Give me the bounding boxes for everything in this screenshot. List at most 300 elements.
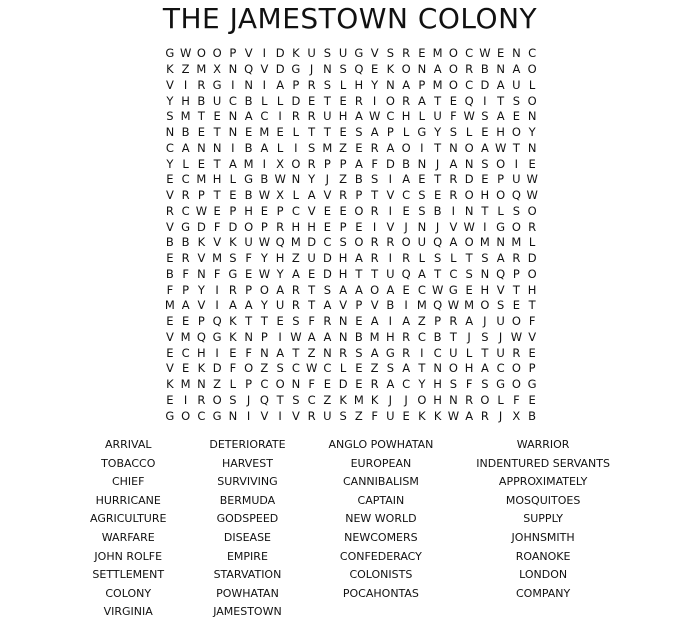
grid-letter: E [323,377,332,392]
grid-letter: A [276,77,285,92]
grid-letter: G [228,266,238,281]
grid-letter: E [402,203,410,218]
grid-letter: S [292,314,300,329]
grid-letter: K [197,361,206,376]
grid-letter: W [305,361,318,376]
grid-letter: N [338,329,348,344]
grid-letter: W [274,172,286,187]
grid-letter: E [244,125,253,140]
grid-letter: W [447,408,460,423]
grid-letter: B [181,125,190,140]
grid-letter: I [278,109,282,124]
grid-letter: P [260,329,268,344]
grid-letter: N [197,377,206,392]
grid-letter: S [229,251,237,266]
grid-letter: F [465,377,473,392]
word-column [209,436,285,622]
grid-letter: R [512,345,521,360]
grid-letter: V [370,298,379,313]
grid-letter: P [229,203,237,218]
grid-letter: Q [196,329,206,344]
grid-letter: W [494,140,507,155]
grid-letter: Y [197,282,205,297]
grid-letter: W [195,203,208,218]
grid-row [162,141,540,157]
grid-letter: D [228,219,238,234]
grid-letter: E [260,203,269,218]
grid-letter: A [354,282,363,297]
grid-letter: A [354,156,363,171]
grid-letter: T [323,93,331,108]
grid-letter: O [496,156,506,171]
grid-letter: A [449,235,458,250]
grid-letter: I [388,203,393,218]
grid-letter: T [497,93,505,108]
grid-letter: W [290,329,302,344]
grid-letter: F [229,361,237,376]
grid-letter: A [307,329,316,344]
grid-letter: O [464,140,474,155]
grid-letter: U [512,172,521,187]
grid-letter: I [262,46,267,61]
grid-row [162,125,540,141]
grid-letter: K [433,408,442,423]
grid-letter: K [166,62,174,77]
grid-letter: P [323,156,331,171]
grid-letter: E [465,282,473,297]
grid-letter: V [213,235,222,250]
grid-letter: E [418,46,426,61]
grid-letter: I [388,172,393,187]
grid-letter: P [512,266,520,281]
grid-letter: L [339,77,347,92]
grid-letter: O [181,408,191,423]
grid-letter: J [246,392,251,407]
grid-letter: V [449,219,458,234]
grid-letter: R [291,282,300,297]
grid-letter: A [181,298,190,313]
grid-letter: K [166,377,174,392]
grid-letter: S [496,298,505,313]
grid-letter: I [483,219,487,234]
grid-letter: O [511,125,521,140]
grid-letter: V [291,408,300,423]
grid-letter: B [165,266,174,281]
grid-letter: A [354,251,363,266]
grid-letter: J [404,219,408,234]
grid-letter: T [371,188,379,203]
word-list-item: STARVATION [213,568,282,582]
grid-letter: N [512,46,521,61]
grid-letter: V [197,251,206,266]
grid-row [162,78,540,94]
grid-letter: C [465,77,474,92]
grid-letter: B [181,235,190,250]
grid-letter: M [511,235,522,250]
grid-letter: G [417,125,427,140]
grid-letter: R [370,203,379,218]
grid-letter: J [483,314,487,329]
grid-letter: N [197,140,206,155]
grid-letter: R [370,235,379,250]
grid-letter: E [418,172,426,187]
grid-letter: N [417,62,427,77]
grid-letter: Z [213,377,222,392]
grid-letter: I [262,156,267,171]
grid-letter: O [527,93,537,108]
grid-letter: B [433,203,442,218]
grid-letter: N [449,392,458,407]
word-list-item: VIRGINIA [103,605,153,619]
grid-letter: Q [433,298,443,313]
grid-letter: Q [496,266,506,281]
grid-letter: R [307,109,316,124]
grid-letter: N [386,77,395,92]
grid-letter: H [197,345,206,360]
grid-letter: I [278,329,282,344]
grid-row [162,109,540,125]
grid-letter: S [307,140,316,155]
grid-letter: N [165,125,175,140]
grid-letter: R [402,329,411,344]
word-list-item: ARRIVAL [104,438,152,451]
grid-letter: N [449,140,458,155]
grid-letter: N [464,156,474,171]
grid-letter: S [355,345,363,360]
grid-letter: M [180,377,191,392]
grid-row [162,345,540,361]
word-list-item: SUPPLY [523,512,563,526]
grid-letter: E [276,125,284,140]
grid-letter: E [244,266,253,281]
grid-letter: W [258,235,271,250]
grid-row [162,156,540,172]
grid-letter: R [181,251,190,266]
word-list-item: SETTLEMENT [92,568,165,582]
grid-letter: C [323,361,332,376]
grid-letter: T [434,266,442,281]
grid-letter: H [433,392,442,407]
grid-letter: B [244,188,253,203]
grid-letter: I [215,345,219,360]
grid-letter: N [228,125,238,140]
grid-letter: A [323,329,332,344]
grid-letter: R [512,251,521,266]
grid-row [162,267,540,283]
grid-letter: I [246,408,251,423]
grid-letter: E [339,203,347,218]
grid-letter: I [514,156,519,171]
grid-letter: L [276,140,284,155]
grid-letter: T [434,93,442,108]
grid-letter: E [166,251,174,266]
grid-letter: N [527,140,537,155]
grid-letter: S [229,392,237,407]
grid-letter: T [481,203,489,218]
grid-letter: E [528,392,536,407]
grid-letter: K [370,392,379,407]
word-list-item: SURVIVING [217,475,278,489]
grid-letter: L [528,77,536,92]
grid-letter: T [213,188,221,203]
grid-letter: R [307,408,316,423]
grid-letter: M [369,329,380,344]
grid-letter: A [260,140,269,155]
grid-letter: Y [434,125,442,140]
grid-letter: F [213,266,221,281]
grid-letter: B [528,408,537,423]
grid-letter: E [213,109,221,124]
grid-letter: Z [417,314,426,329]
grid-letter: C [228,93,237,108]
word-list-item: DETERIORATE [209,438,286,451]
grid-letter: I [372,93,377,108]
grid-letter: P [197,314,205,329]
grid-letter: O [511,377,521,392]
grid-letter: E [229,188,237,203]
grid-letter: P [229,46,237,61]
grid-letter: C [402,377,411,392]
grid-letter: E [197,125,206,140]
grid-letter: D [322,266,332,281]
grid-letter: L [450,251,457,266]
grid-letter: Z [323,392,332,407]
grid-letter: B [260,172,269,187]
grid-letter: C [307,392,316,407]
grid-letter: O [196,46,206,61]
grid-letter: E [355,314,363,329]
grid-letter: A [496,77,505,92]
grid-letter: N [417,156,427,171]
grid-letter: S [370,172,379,187]
grid-letter: U [433,109,442,124]
grid-letter: S [355,125,363,140]
grid-letter: N [260,345,269,360]
grid-row [162,93,540,109]
grid-letter: A [496,109,505,124]
word-list-item: AGRICULTURE [90,512,167,526]
word-list-item: INDENTURED SERVANTS [476,456,610,470]
grid-letter: Z [354,408,363,423]
grid-letter: M [196,62,207,77]
word-list-item: CANNIBALISM [342,475,419,489]
grid-letter: D [275,46,285,61]
grid-letter: V [165,329,174,344]
grid-letter: C [181,203,190,218]
grid-letter: S [465,266,473,281]
grid-letter: S [166,109,174,124]
grid-letter: T [323,125,331,140]
grid-letter: L [229,172,237,187]
grid-letter: S [512,203,521,218]
grid-letter: C [291,361,300,376]
grid-letter: C [496,361,505,376]
grid-letter: A [244,109,253,124]
grid-letter: A [402,77,411,92]
grid-letter: J [404,392,408,407]
grid-letter: A [512,62,521,77]
grid-letter: D [196,219,206,234]
word-list-item: POWHATAN [216,586,279,600]
grid-letter: S [449,125,458,140]
grid-letter: C [386,109,395,124]
grid-letter: P [355,298,363,313]
grid-letter: W [431,282,444,297]
grid-letter: D [307,235,317,250]
grid-letter: I [183,392,188,407]
grid-letter: T [245,314,253,329]
grid-letter: C [165,140,174,155]
grid-letter: E [528,156,536,171]
grid-letter: C [528,46,537,61]
grid-letter: L [339,361,347,376]
grid-letter: U [496,345,505,360]
grid-letter: F [245,345,252,360]
grid-letter: T [528,298,536,313]
grid-letter: P [386,125,394,140]
grid-letter: D [480,77,490,92]
word-list-item: NEWCOMERS [344,530,418,544]
grid-letter: M [212,251,223,266]
grid-row [162,298,540,314]
grid-letter: P [276,203,284,218]
grid-letter: V [197,298,206,313]
word-list-item: COLONY [105,586,152,600]
grid-letter: M [243,156,254,171]
grid-letter: T [308,282,316,297]
word-list-item: HURRICANE [95,493,161,507]
grid-letter: U [449,345,458,360]
grid-letter: D [291,93,301,108]
grid-letter: N [291,377,301,392]
grid-letter: E [197,156,206,171]
grid-row [162,172,540,188]
grid-letter: K [418,408,426,423]
grid-letter: L [229,377,237,392]
grid-letter: I [231,140,235,155]
grid-letter: N [480,266,490,281]
grid-letter: F [371,408,378,423]
grid-row [162,251,540,267]
grid-letter: A [417,93,426,108]
grid-letter: G [385,345,395,360]
grid-letter: R [370,251,379,266]
grid-letter: M [259,125,270,140]
grid-letter: U [275,298,285,313]
grid-letter: C [291,203,300,218]
grid-letter: V [339,298,348,313]
grid-letter: Y [528,125,536,140]
grid-letter: N [496,62,505,77]
grid-letter: V [165,77,174,92]
grid-letter: L [497,203,504,218]
grid-letter: V [260,62,269,77]
grid-letter: W [179,46,192,61]
word-list-item: MOSQUITOES [505,493,581,507]
grid-letter: C [433,345,442,360]
grid-letter: P [245,377,253,392]
word-list-item: CAPTAIN [357,493,405,507]
grid-letter: I [262,77,267,92]
grid-letter: E [481,125,489,140]
grid-letter: T [512,140,520,155]
grid-letter: P [434,314,442,329]
word-list-item: ANGLO POWHATAN [328,438,434,451]
grid-letter: A [181,140,190,155]
grid-letter: T [308,125,316,140]
grid-letter: O [480,392,490,407]
word-list-item: APPROXIMATELY [498,475,588,489]
word-list-item: EUROPEAN [350,456,412,470]
grid-letter: O [511,361,521,376]
word-column [90,436,166,622]
grid-letter: Z [370,361,379,376]
grid-letter: E [370,62,379,77]
grid-letter: F [245,251,252,266]
grid-letter: H [181,93,190,108]
grid-letter: O [511,314,521,329]
grid-letter: S [481,109,489,124]
grid-letter: T [197,109,205,124]
grid-letter: T [292,345,300,360]
grid-letter: X [213,62,222,77]
grid-letter: W [447,298,460,313]
grid-letter: B [354,329,363,344]
grid-letter: M [196,172,207,187]
grid-row [162,46,540,62]
grid-letter: A [339,282,348,297]
grid-letter: G [527,377,537,392]
grid-letter: W [258,266,271,281]
grid-letter: J [435,156,440,171]
grid-row [162,219,540,235]
grid-letter: V [386,219,395,234]
grid-letter: U [338,46,348,61]
grid-row [162,408,540,424]
grid-letter: E [339,93,347,108]
grid-letter: Q [433,235,443,250]
grid-letter: S [481,156,489,171]
grid-letter: O [244,219,254,234]
grid-letter: R [354,93,363,108]
grid-letter: G [212,329,222,344]
grid-letter: L [261,93,268,108]
grid-letter: R [197,77,206,92]
grid-letter: E [339,125,347,140]
grid-letter: F [182,266,189,281]
grid-letter: U [386,266,395,281]
grid-letter: F [308,314,315,329]
grid-letter: A [386,377,395,392]
grid-letter: R [480,408,489,423]
grid-letter: I [388,251,393,266]
grid-letter: Y [308,172,316,187]
grid-letter: N [464,203,474,218]
grid-letter: E [166,314,174,329]
grid-letter: E [276,314,284,329]
grid-letter: J [498,408,503,423]
grid-letter: A [402,361,411,376]
grid-letter: U [417,235,427,250]
grid-letter: J [498,329,503,344]
grid-letter: E [528,345,536,360]
grid-letter: L [497,392,504,407]
grid-letter: A [228,298,237,313]
grid-letter: E [402,408,410,423]
grid-letter: I [215,282,219,297]
grid-letter: N [228,109,238,124]
grid-letter: S [339,235,347,250]
